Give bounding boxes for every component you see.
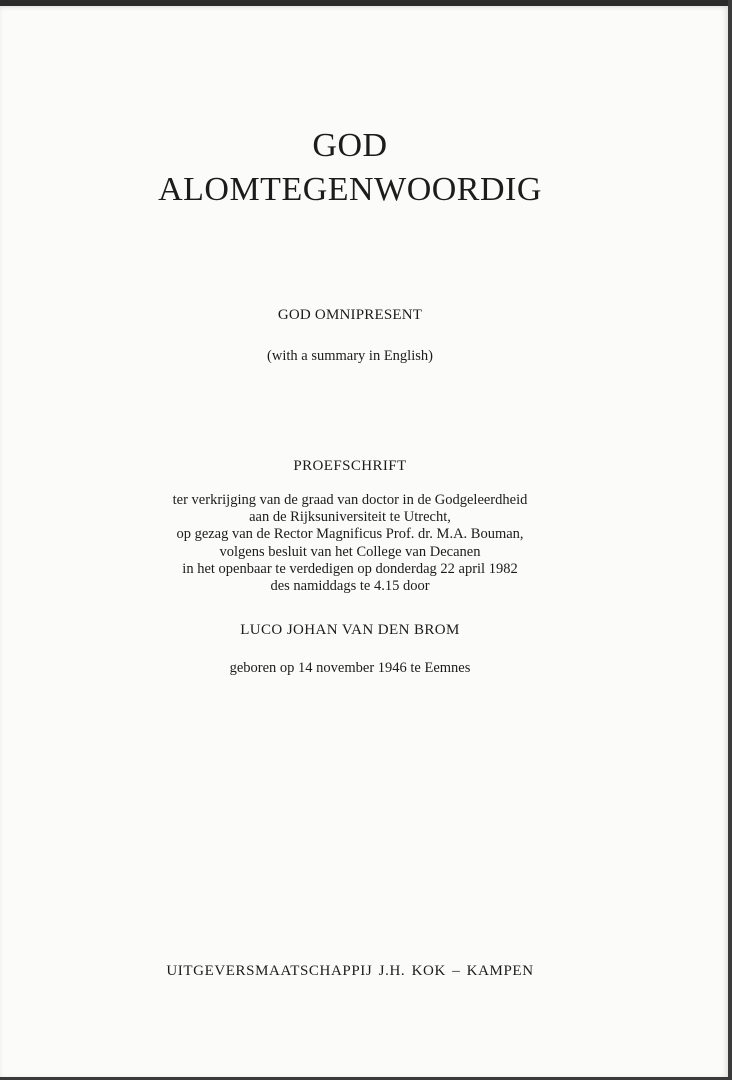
proefschrift-line: aan de Rijksuniversiteit te Utrecht, — [249, 509, 451, 526]
birth-info: geboren op 14 november 1946 te Eemnes — [229, 660, 471, 676]
author-name: LUCO JOHAN VAN DEN BROM — [240, 622, 460, 638]
book-title-line-2: ALOMTEGENWOORDIG — [158, 171, 542, 208]
proefschrift-heading: PROEFSCHRIFT — [293, 458, 407, 474]
subtitle: GOD OMNIPRESENT — [277, 307, 423, 323]
publisher: UITGEVERSMAATSCHAPPIJ J.H. KOK – KAMPEN — [166, 963, 534, 979]
proefschrift-line: op gezag van de Rector Magnificus Prof. dr. M.A. Bouman, — [176, 526, 524, 543]
proefschrift-line: des namiddags te 4.15 door — [270, 578, 430, 595]
proefschrift-line: volgens besluit van het College van Decanen — [219, 543, 481, 560]
summary-note: (with a summary in English) — [267, 348, 433, 364]
proefschrift-line: ter verkrijging van de graad van doctor in de Godgeleerdheid — [172, 492, 528, 508]
page-edge-right — [728, 0, 732, 1080]
proefschrift-line: in het openbaar te verdedigen op donderdag 22 april 1982 — [182, 560, 518, 577]
book-title-line-1: GOD — [312, 127, 388, 164]
proefschrift-text — [0, 492, 700, 595]
title-page — [0, 6, 728, 1078]
